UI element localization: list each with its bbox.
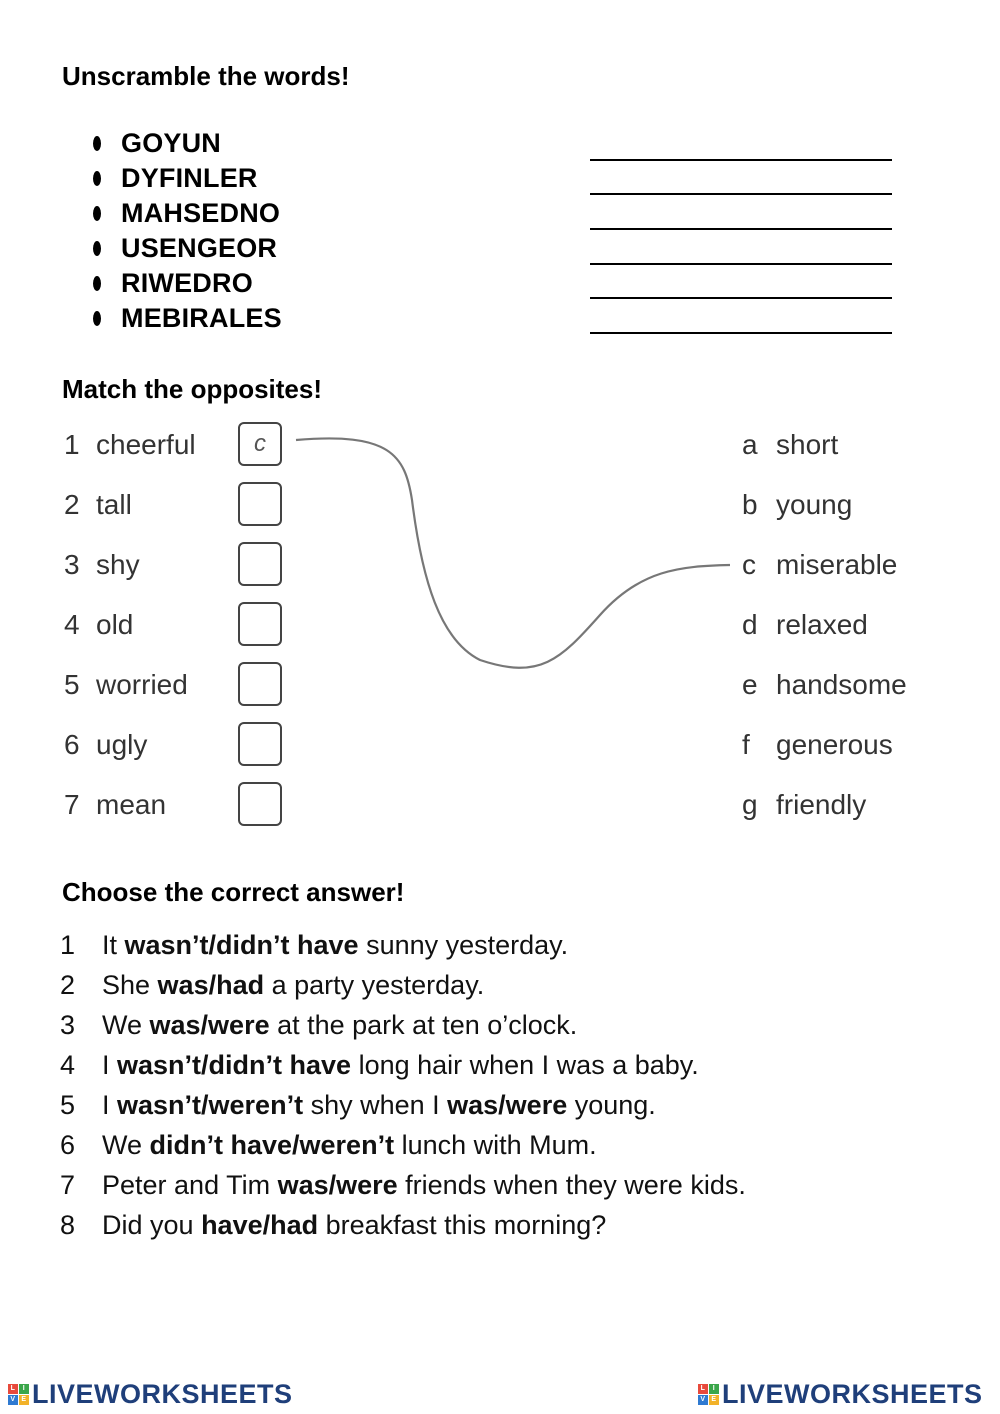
logo-cell: E — [19, 1395, 29, 1405]
match-answer-box[interactable] — [238, 662, 282, 706]
sentence-text — [102, 1010, 577, 1041]
answer-choice[interactable]: have/had — [201, 1209, 319, 1240]
scramble-item — [90, 231, 282, 266]
match-word: tall — [96, 489, 132, 520]
match-item — [64, 422, 238, 468]
sentence-number: 4 — [60, 1049, 76, 1080]
answer-choice[interactable]: wasn’t/didn’t have — [124, 929, 359, 960]
sentence-text — [102, 1050, 699, 1081]
bullet-icon — [93, 241, 101, 256]
option-letter: a — [742, 429, 758, 460]
match-word: worried — [96, 669, 188, 700]
sentence-number: 2 — [60, 969, 76, 1000]
match-word: shy — [96, 549, 140, 580]
match-option — [742, 542, 897, 588]
sentence-fragment: I — [102, 1089, 118, 1120]
sentence-fragment: She — [102, 969, 158, 1000]
bullet-icon — [93, 136, 101, 151]
choose-sentence — [60, 1045, 699, 1085]
match-item — [64, 542, 238, 588]
sentence-fragment: at the park at ten o’clock. — [269, 1009, 578, 1040]
option-word: friendly — [776, 789, 867, 820]
match-heading: Match the opposites! — [62, 374, 323, 404]
scramble-item — [90, 266, 282, 301]
sentence-fragment: lunch with Mum. — [394, 1129, 597, 1160]
sentence-number: 1 — [60, 929, 76, 960]
match-option — [742, 482, 852, 528]
option-word: miserable — [776, 549, 898, 580]
sentence-fragment: We — [102, 1129, 150, 1160]
answer-input-line[interactable] — [590, 263, 892, 265]
match-number: 4 — [64, 609, 80, 640]
match-option — [742, 722, 893, 768]
match-number: 5 — [64, 669, 80, 700]
sentence-fragment: sunny yesterday. — [358, 929, 569, 960]
bullet-icon — [93, 171, 101, 186]
answer-input-line[interactable] — [590, 228, 892, 230]
match-word: mean — [96, 789, 167, 820]
logo-cell: V — [8, 1395, 18, 1405]
option-letter: g — [742, 789, 758, 820]
sentence-number: 8 — [60, 1209, 76, 1240]
match-number: 1 — [64, 429, 80, 460]
match-item — [64, 662, 238, 708]
sentence-number: 6 — [60, 1129, 76, 1160]
option-word: relaxed — [776, 609, 868, 640]
choose-sentence — [60, 1085, 656, 1125]
scrambled-word: GOYUN — [121, 128, 222, 158]
scramble-word-list — [90, 126, 282, 336]
scramble-item — [90, 301, 282, 336]
logo-text: LIVEWORKSHEETS — [722, 1378, 983, 1409]
match-answer-box[interactable]: c — [238, 422, 282, 466]
match-item — [64, 782, 238, 828]
option-letter: e — [742, 669, 758, 700]
bullet-icon — [93, 311, 101, 326]
match-option — [742, 662, 907, 708]
answer-input-line[interactable] — [590, 193, 892, 195]
match-answer-box[interactable] — [238, 602, 282, 646]
sentence-text — [102, 970, 484, 1001]
sentence-fragment: breakfast this morning? — [318, 1209, 607, 1240]
choose-heading: Choose the correct answer! — [62, 877, 405, 907]
sentence-fragment: It — [102, 929, 125, 960]
answer-choice[interactable]: was/were — [149, 1009, 270, 1040]
match-item — [64, 722, 238, 768]
bullet-icon — [93, 276, 101, 291]
unscramble-heading: Unscramble the words! — [62, 61, 350, 91]
option-word: short — [776, 429, 839, 460]
logo-mark-icon — [698, 1384, 719, 1405]
scrambled-word: USENGEOR — [121, 233, 278, 263]
answer-choice[interactable]: was/were — [277, 1169, 398, 1200]
answer-input-line[interactable] — [590, 332, 892, 334]
logo-cell: L — [8, 1384, 18, 1394]
option-word: generous — [776, 729, 893, 760]
scramble-item — [90, 196, 282, 231]
liveworksheets-logo — [698, 1374, 983, 1414]
match-number: 6 — [64, 729, 80, 760]
option-letter: d — [742, 609, 758, 640]
match-answer-box[interactable] — [238, 782, 282, 826]
choose-sentence — [60, 925, 568, 965]
logo-cell: I — [19, 1384, 29, 1394]
sentence-text — [102, 1210, 606, 1241]
option-letter: c — [742, 549, 756, 580]
choose-sentence — [60, 1005, 577, 1045]
match-word: ugly — [96, 729, 148, 760]
choose-sentence — [60, 1125, 597, 1165]
answer-choice[interactable]: was/were — [447, 1089, 568, 1120]
answer-input-line[interactable] — [590, 159, 892, 161]
choose-sentence — [60, 1205, 606, 1245]
answer-choice[interactable]: wasn’t/didn’t have — [117, 1049, 352, 1080]
sentence-number: 5 — [60, 1089, 76, 1120]
sentence-text — [102, 1130, 597, 1161]
match-answer-box[interactable] — [238, 482, 282, 526]
sentence-text — [102, 930, 568, 961]
sentence-fragment: Did you — [102, 1209, 202, 1240]
sentence-number: 7 — [60, 1169, 76, 1200]
bullet-icon — [93, 206, 101, 221]
logo-mark-icon — [8, 1384, 29, 1405]
sentence-fragment: young. — [567, 1089, 656, 1120]
option-letter: f — [742, 729, 750, 760]
logo-cell: L — [698, 1384, 708, 1394]
scrambled-word: MAHSEDNO — [121, 198, 281, 228]
match-option — [742, 422, 838, 468]
scrambled-word: MEBIRALES — [121, 303, 282, 333]
sentence-text — [102, 1090, 656, 1121]
sentence-fragment: Peter and Tim — [102, 1169, 278, 1200]
sentence-fragment: long hair when I was a baby. — [351, 1049, 699, 1080]
choose-sentence — [60, 965, 484, 1005]
option-word: young — [776, 489, 853, 520]
match-answer-box[interactable] — [238, 722, 282, 766]
option-letter: b — [742, 489, 758, 520]
match-answer-box[interactable] — [238, 542, 282, 586]
logo-text: LIVEWORKSHEETS — [32, 1378, 293, 1409]
sentence-fragment: friends when they were kids. — [397, 1169, 746, 1200]
scrambled-word: RIWEDRO — [121, 268, 253, 298]
sentence-fragment: a party yesterday. — [264, 969, 485, 1000]
scramble-item — [90, 126, 282, 161]
sentence-fragment: I — [102, 1049, 118, 1080]
sentence-number: 3 — [60, 1009, 76, 1040]
answer-choice[interactable]: wasn’t/weren’t — [117, 1089, 304, 1120]
match-item — [64, 482, 238, 528]
match-number: 3 — [64, 549, 80, 580]
sentence-fragment: We — [102, 1009, 150, 1040]
scramble-item — [90, 161, 282, 196]
match-option — [742, 602, 868, 648]
option-word: handsome — [776, 669, 907, 700]
logo-cell: V — [698, 1395, 708, 1405]
match-word: cheerful — [96, 429, 196, 460]
sentence-fragment: shy when I — [303, 1089, 448, 1120]
match-word: old — [96, 609, 134, 640]
sentence-text — [102, 1170, 746, 1201]
answer-input-line[interactable] — [590, 297, 892, 299]
scrambled-word: DYFINLER — [121, 163, 258, 193]
logo-cell: E — [709, 1395, 719, 1405]
match-number: 7 — [64, 789, 80, 820]
match-number: 2 — [64, 489, 80, 520]
answer-choice[interactable]: was/had — [157, 969, 265, 1000]
match-option — [742, 782, 866, 828]
logo-cell: I — [709, 1384, 719, 1394]
choose-sentence — [60, 1165, 746, 1205]
liveworksheets-logo — [8, 1374, 293, 1414]
match-item — [64, 602, 238, 648]
answer-choice[interactable]: didn’t have/weren’t — [149, 1129, 395, 1160]
